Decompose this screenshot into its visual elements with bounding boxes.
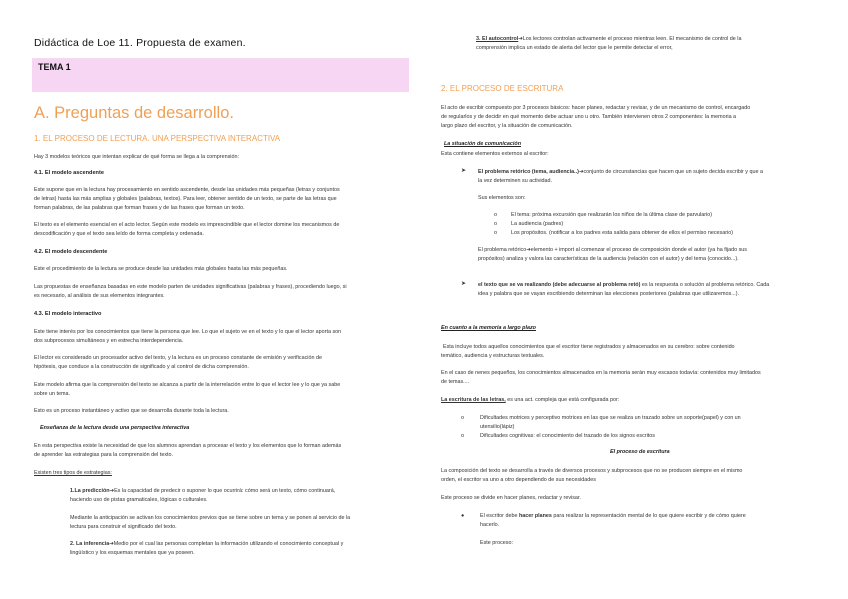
para-line: Esta incluye todos aquellos conocimientos que el escritor tiene registrados y almacenados en su cerebro: sobre contenido xyxy=(443,344,735,350)
para-line: lingüístico y los esquemas mentales que ya poseen. xyxy=(70,550,195,556)
right-page xyxy=(424,0,848,599)
arrow-bullet-icon: ➤ xyxy=(461,168,467,174)
para-line: comprensión implica un estado de alerta del lector que le permite detectar el error, xyxy=(476,45,673,51)
problema-retorico xyxy=(478,168,763,177)
para-line: de temas.... xyxy=(441,379,470,385)
texto-realizando xyxy=(478,281,769,290)
problema-label: El problema retórico (tema, audiencia..) xyxy=(478,169,579,175)
intro-text: Hay 3 modelos teóricos que intentan explicar de qué forma se llega a la comprensión: xyxy=(34,154,239,160)
sub-marker: o xyxy=(494,230,497,236)
para-line: lectura para construir el significado del texto. xyxy=(70,524,177,530)
document-title: Didáctica de Loe 11. Propuesta de examen. xyxy=(34,37,246,49)
sub-marker: o xyxy=(494,221,497,227)
para-line: Este supone que en la lectura hay procesamiento en sentido ascendente, desde las unidades más pequeñas (letras y conjuntos xyxy=(34,187,340,193)
para-line: hacerlo. xyxy=(480,522,500,528)
hp-c: para realizar la representación mental de lo que quiere escribir y de cómo quiere xyxy=(553,513,746,519)
texto-text: es la respuesta o solución al problema retórico. Cada xyxy=(641,282,770,288)
arrow-icon: ➔ xyxy=(109,488,115,494)
tema-label: TEMA 1 xyxy=(38,62,71,72)
problema-text: conjunto de circunstancias que hacen que un sujeto decida escribir y que a xyxy=(583,169,763,175)
strategy-prediccion xyxy=(70,487,335,496)
para-line: Sus elementos son: xyxy=(478,195,526,201)
para-line: El acto de escribir compuesto por 3 procesos básicos: hacer planes, redactar y revisar, y de un mecanismo de control, encargado xyxy=(441,105,751,111)
subheading-ascendente: 4.1. El modelo ascendente xyxy=(34,170,104,176)
memoria-heading: En cuanto a la memoria a largo plazo xyxy=(441,325,536,331)
para-line: hipótesis, que conduce a la construcción de significado y al control de dicha comprensión. xyxy=(34,364,249,370)
subheading-descendente: 4.2. El modelo descendente xyxy=(34,249,108,255)
tema-banner xyxy=(32,58,409,92)
para-line: En el caso de nenes pequeños, los conocimientos almacenados en la memoria serán muy escasos todavía: contenidos muy limitados xyxy=(441,370,761,376)
para-line: haciendo uso de pistas gramaticales, lógicas o culturales. xyxy=(70,497,208,503)
section1-heading: 1. EL PROCESO DE LECTURA. UNA PERSPECTIVA INTERACTIVA xyxy=(34,134,281,143)
estrategias-heading: Existen tres tipos de estrategias: xyxy=(34,470,112,476)
para-line: descodificación y que el texto sea leído de forma completa y ordenada. xyxy=(34,231,204,237)
main-heading: A. Preguntas de desarrollo. xyxy=(34,104,234,122)
prediccion-label: 1.La predicción xyxy=(70,488,110,494)
problema2-label: El problema retórico xyxy=(478,247,527,253)
list-item: utensilio(lápiz) xyxy=(480,424,515,430)
para-line: orden, el escritor va uno a otro dependiendo de sus necesidades xyxy=(441,477,596,483)
para-line: idea y palabra que se vayan escribiendo determinan las elecciones posteriores (palabras que utilizaremos...). xyxy=(478,291,739,297)
proceso-escritura-heading: El proceso de escritura xyxy=(610,449,670,455)
para-line: de regularlos y de decidir en qué momento debe actuar uno u otro. También intervienen otros 2 componentes: la memoria a xyxy=(441,114,737,120)
para-line: Mediante la anticipación se activan los conocimientos previos que se tiene sobre un tema y se ponen al servicio de la xyxy=(70,515,351,521)
para-line: Este proceso: xyxy=(480,540,513,546)
sub-marker: o xyxy=(461,433,464,439)
hp-a: El escritor debe xyxy=(480,513,518,519)
inferencia-label: 2. La inferencia xyxy=(70,541,110,547)
sub-marker: o xyxy=(494,212,497,218)
para-line: Las propuestas de enseñanza basadas en este modelo parten de unidades significativas (palabras y frases), procediendo luego, si xyxy=(34,284,347,290)
list-item: Los propósitos. (notificar a los padres esta salida para obtener de ellos el permiso necesario) xyxy=(511,230,734,236)
inferencia-text: Medio por el cual las personas completan la información utilizando el conocimiento conceptual y xyxy=(113,541,344,547)
para-line: Este tiene interés por los conocimientos que tiene la persona que lee. Lo que el sujeto ve en el texto y lo que el lector aporta son xyxy=(34,329,342,335)
para-line: de aprender las estrategias para la comprensión del texto. xyxy=(34,452,174,458)
problema-retorico-2 xyxy=(478,246,747,255)
para-line: la vez determinen su actividad. xyxy=(478,178,553,184)
para-line: propósitos) analiza y valora las características de la audiencia (relación con el autor) y del tema (conocido...). xyxy=(478,256,739,262)
prediccion-text: Es la capacidad de predecir o suponer lo que ocurrirá: cómo será un texto, cómo continuará, xyxy=(114,488,336,494)
para-line: temático, audiencia y estructuras textuales. xyxy=(441,353,545,359)
list-item: La audiencia (padres) xyxy=(511,221,564,227)
para-line: sobre un tema. xyxy=(34,391,70,397)
list-item: Dificultades cognitivas: el conocimiento del trazado de los signos escritos xyxy=(480,433,655,439)
situacion-heading: La situación de comunicación xyxy=(444,141,521,147)
para-line: Esta contiene elementos externos al escritor: xyxy=(441,151,549,157)
para-line: El texto es el elemento esencial en el acto lector. Según este modelo es imprescindible que el lector domine los mecanismos de xyxy=(34,222,340,228)
para-line: En esta perspectiva existe la necesidad de que los alumnos aprendan a procesar el texto y los elementos que lo forman además xyxy=(34,443,342,449)
para-line: forman palabras, de las palabras que forman frases y de las frases que forman un texto. xyxy=(34,205,245,211)
arrow-icon: ➔ xyxy=(518,36,523,42)
section2-heading: 2. EL PROCESO DE ESCRITURA xyxy=(441,84,564,93)
strategy-autocontrol xyxy=(476,35,742,44)
para-line: de letras) hasta las más amplias y globales (palabras, textos). Para leer, obtener sentido de un texto, se parte de las letras que xyxy=(34,196,337,202)
para-line: El lector es considerado un procesador activo del texto, y la lectura es un proceso constante de emisión y verificación de xyxy=(34,355,322,361)
para-line: Este proceso se divide en hacer planes, redactar y revisar. xyxy=(441,495,581,501)
arrow-icon: ➔ xyxy=(526,247,531,253)
subheading-interactivo: 4.3. El modelo interactivo xyxy=(34,311,102,317)
autocontrol-label: 3. El autocontrol xyxy=(476,36,519,42)
escritura-letras xyxy=(441,396,619,405)
texto-label: el texto que se va realizando (debe adecuarse al problema retó) xyxy=(478,282,641,288)
problema2-text: elemento + import al comenzar el proceso de composición donde el autor (ya ha fijado sus xyxy=(530,247,747,253)
escritura-text: es una act. compleja que está configurada por: xyxy=(507,397,620,403)
hacer-planes xyxy=(480,512,746,521)
hp-b: hacer planes xyxy=(518,513,552,519)
strategy-inferencia xyxy=(70,540,343,549)
list-item: Dificultades motrices y perceptivo motrices en las que se realiza un trazado sobre un soporte(papel) y con un xyxy=(480,415,741,421)
autocontrol-text: Los lectores controlan activamente el proceso mientras leen. El mecanismo de control de la xyxy=(522,36,742,42)
escritura-label: La escritura de las letras, xyxy=(441,397,506,403)
arrow-bullet-icon: ➤ xyxy=(461,281,467,287)
para-line: largo plazo del escritor, y la situación de comunicación. xyxy=(441,123,573,129)
list-item: El tema: próxima excursión que realizarán los niños de la última clase de parvulario) xyxy=(511,212,713,218)
sub-marker: o xyxy=(461,415,464,421)
dot-bullet-icon: ● xyxy=(461,513,465,519)
para-line: dos subprocesos simultáneos y en estrecha interdependencia. xyxy=(34,338,184,344)
para-line: Esto es un proceso instantáneo y activo que se desarrolla durante toda la lectura. xyxy=(34,408,229,414)
arrow-icon: ➔ xyxy=(109,541,114,547)
arrow-icon: ➔ xyxy=(578,169,584,175)
para-line: La composición del texto se desarrolla a través de diversos procesos y subprocesos que no se producen siempre en el mismo xyxy=(441,468,743,474)
para-line: Este el procedimiento de la lectura se produce desde las unidades más globales hasta las más pequeñas. xyxy=(34,266,288,272)
para-line: Este modelo afirma que la comprensión del texto se alcanza a partir de la interrelación entre lo que el lector lee y lo que ya sabe xyxy=(34,382,341,388)
para-line: es necesario, al análisis de sus elementos integrantes. xyxy=(34,293,165,299)
subheading-ensenanza: Enseñanza de la lectura desde una perspectiva interactiva xyxy=(40,425,190,431)
